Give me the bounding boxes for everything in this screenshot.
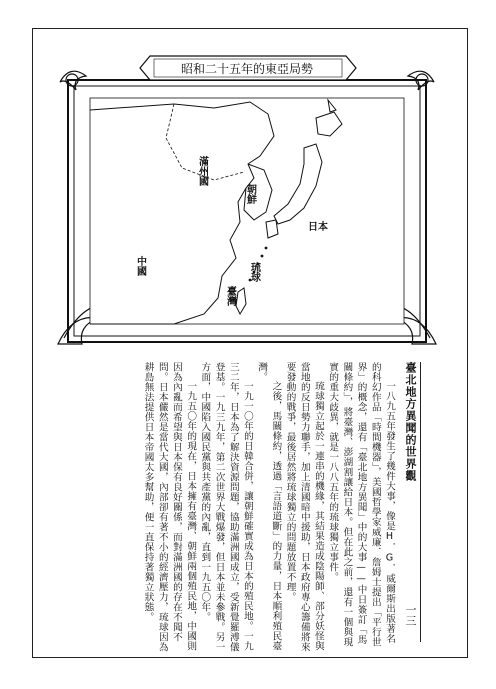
map-title: 昭和二十五年的東亞局勢 — [180, 62, 314, 76]
map-area — [90, 98, 404, 324]
label-manchuria: 滿州國 — [196, 156, 208, 186]
paragraph: 琉球獨立起於一連串的機緣，其結果造成陰陽師、部分妖怪與當地的反日勢力聯手，加上清國暗中援助，日本政府專心籌備將來要發動的戰爭，最後居然將琉球獨立的問題放置不理。 — [284, 362, 324, 652]
label-china: 中國 — [134, 256, 146, 276]
label-japan: 日本 — [308, 222, 328, 233]
map-illustration — [54, 52, 440, 352]
label-ryukyu: 琉球 — [248, 262, 260, 282]
body-text — [58, 362, 396, 652]
paragraph: 之後，馬關條約，透過「言語道斷」的力量，日本順利殖民臺灣。 — [256, 362, 282, 652]
running-head: 臺北地方異聞的世界觀 — [404, 362, 417, 482]
label-taiwan: 臺灣 — [224, 286, 236, 306]
paragraph: 一八九五年發生了幾件大事，像是H．G．威爾斯出版著名的科幻作品「時間機器」，美國哲學家威廉．詹姆士提出「平行世界」的概念，還有「臺北地方異聞」中的大事——中日簽訂「馬關條約」，將臺灣、澎湖割讓給日本。但在此之前，還有一個與現實的重大歧異，就是一八八五年的琉球獨立事件。 — [327, 362, 395, 648]
side-rule — [420, 362, 421, 642]
map-figure — [54, 52, 440, 352]
page-number: 一三 — [404, 604, 417, 626]
paragraph: 一九一〇年的日韓合併，讓朝鮮確實成為日本的殖民地。一九三二年，日本為了解決資源問題，協助滿洲國成立，受新覺羅溥儀登基。一九三九年，第二次世界大戰爆發，但日本並未參戰。另一方面，中國陷入國民黨與共產黨的內亂，直到一九五〇年。 — [199, 362, 253, 652]
paragraph: 一九五〇年的現在，日本擁有臺灣、朝鮮兩個殖民地，中國則因為內亂而希望與日本保有良好關係，而對滿洲國的存在不聞不問。日本儼然是當代大國，內部卻有著不小的經濟壓力，琉球因為耕島無法提供日本帝國太多幫助，便一直保持著獨立狀態。 — [142, 362, 197, 652]
label-korea: 朝鮮 — [244, 184, 256, 204]
